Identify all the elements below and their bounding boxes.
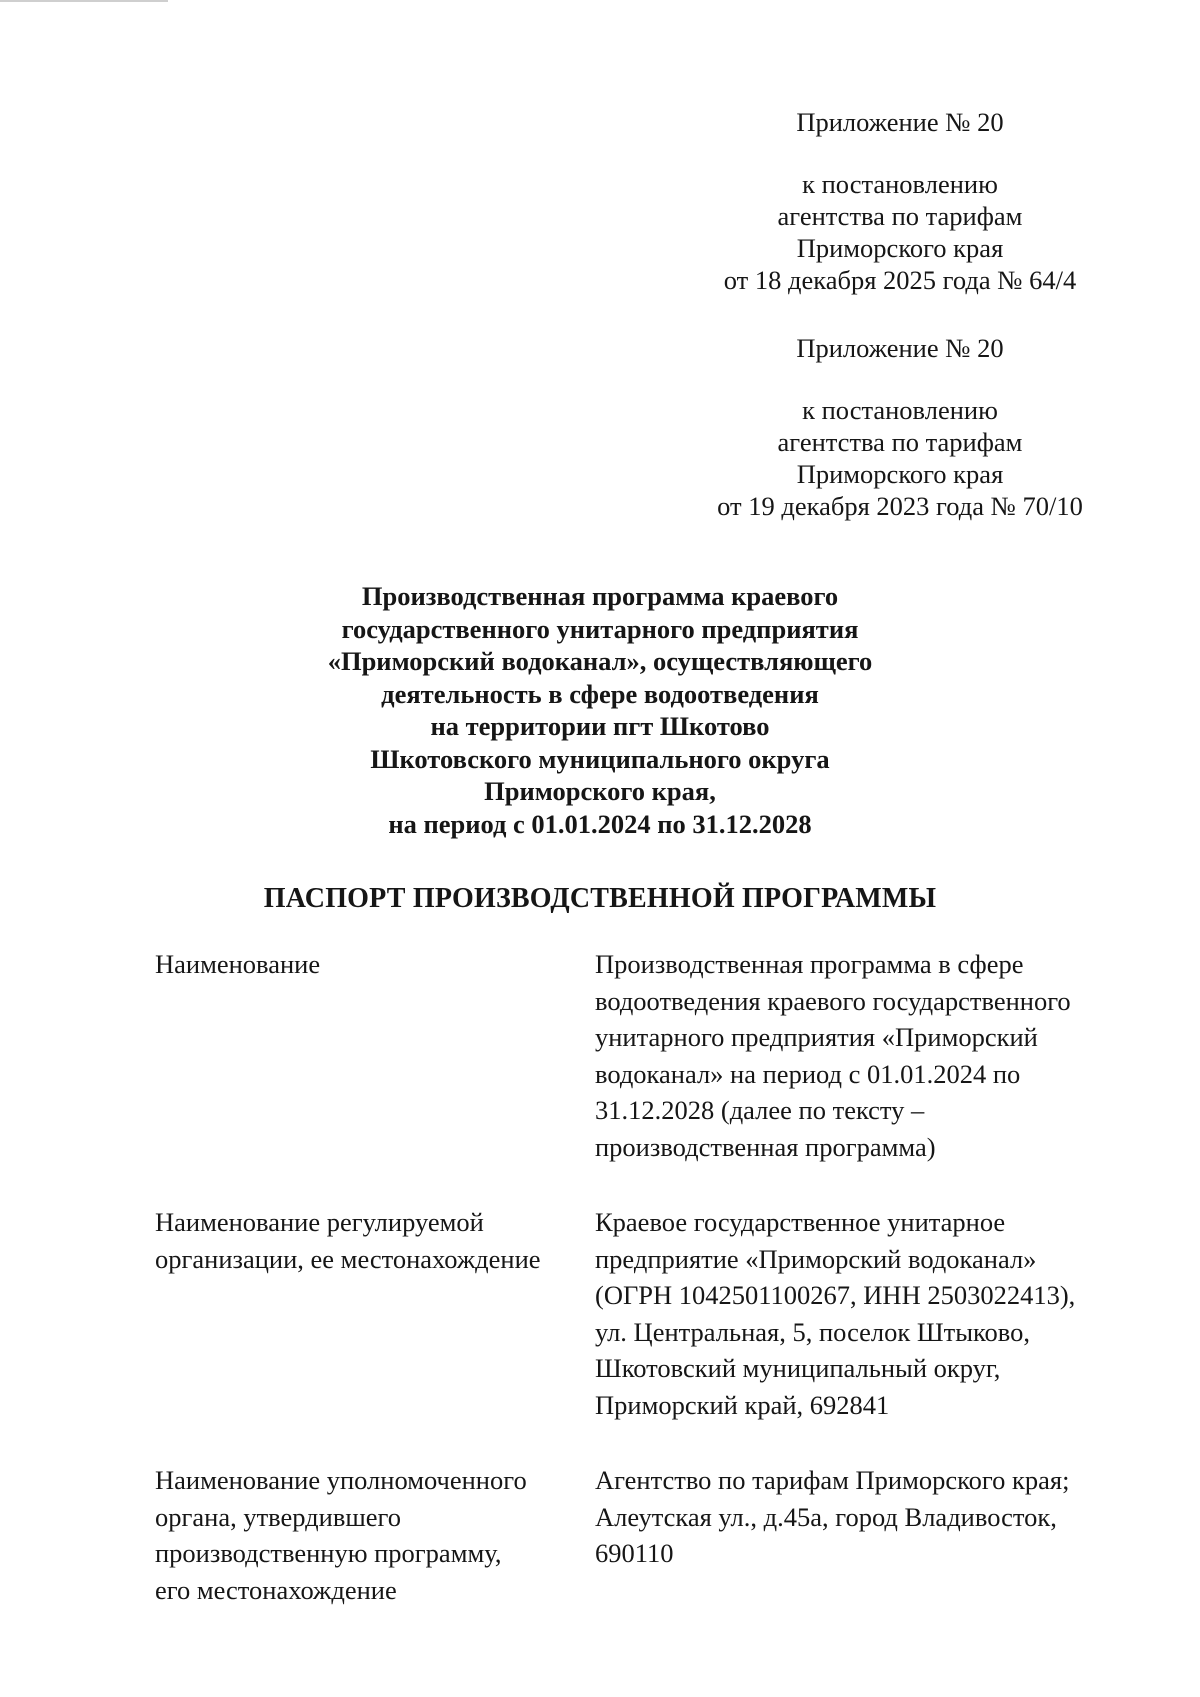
attachment-previous-line: агентства по тарифам xyxy=(777,427,1023,457)
scan-edge-mark xyxy=(0,0,168,2)
passport-value-line: водоотведения краевого государственного xyxy=(595,985,1071,1016)
program-title-line: Приморского края, xyxy=(484,776,716,806)
passport-label-line: его местонахождение xyxy=(155,1574,397,1605)
passport-value-line: 690110 xyxy=(595,1538,674,1568)
program-title-line: на территории пгт Шкотово xyxy=(430,711,770,741)
passport-heading: ПАСПОРТ ПРОИЗВОДСТВЕННОЙ ПРОГРАММЫ xyxy=(263,883,937,914)
passport-value-line: производственная программа) xyxy=(595,1131,936,1162)
passport-value-line: предприятие «Приморский водоканал» xyxy=(595,1243,1037,1274)
passport-value-line: унитарного предприятия «Приморский xyxy=(595,1022,1038,1052)
passport-value-line: ул. Центральная, 5, поселок Штыково, xyxy=(595,1316,1030,1347)
attachment-current-block xyxy=(650,106,1150,296)
attachment-current-line: Приморского края xyxy=(796,233,1004,263)
passport-label-line: органа, утвердившего xyxy=(155,1501,401,1532)
attachment-current-line: к постановлению xyxy=(802,169,998,199)
attachment-current-line: агентства по тарифам xyxy=(777,201,1023,231)
attachment-previous-line: Приморского края xyxy=(796,459,1004,489)
passport-row-value xyxy=(595,1462,1115,1572)
passport-row-label xyxy=(155,1204,585,1277)
passport-value-line: Алеутская ул., д.45а, город Владивосток, xyxy=(595,1501,1057,1532)
attachment-previous-heading: Приложение № 20 xyxy=(796,333,1004,363)
attachment-current-line: от 18 декабря 2025 года № 64/4 xyxy=(723,265,1077,295)
passport-value-line: Шкотовский муниципальный округ, xyxy=(595,1353,1001,1383)
attachment-current-heading: Приложение № 20 xyxy=(796,107,1004,137)
passport-value-line: 31.12.2028 (далее по тексту – xyxy=(595,1095,925,1125)
passport-row-value xyxy=(595,1204,1115,1423)
program-title-line: государственного унитарного предприятия xyxy=(341,613,859,644)
attachment-previous-block xyxy=(650,332,1150,522)
passport-value-line: (ОГРН 1042501100267, ИНН 2503022413), xyxy=(595,1280,1076,1310)
program-title-line: деятельность в сфере водоотведения xyxy=(381,678,819,709)
passport-row-value xyxy=(595,946,1115,1165)
passport-label-line: Наименование xyxy=(155,949,321,979)
passport-label-line: организации, ее местонахождение xyxy=(155,1243,541,1274)
passport-row-label xyxy=(155,1462,585,1608)
attachment-previous-line: к постановлению xyxy=(802,395,998,425)
passport-row-label xyxy=(155,946,585,983)
program-title-line: «Приморский водоканал», осуществляющего xyxy=(327,646,873,676)
passport-label-line: Наименование уполномоченного xyxy=(155,1465,527,1495)
passport-value-line: водоканал» на период с 01.01.2024 по xyxy=(595,1058,1021,1089)
program-title xyxy=(250,580,950,840)
program-title-line: Производственная программа краевого xyxy=(361,581,839,611)
program-title-line: Шкотовского муниципального округа xyxy=(370,743,830,774)
passport-value-line: Приморский край, 692841 xyxy=(595,1389,890,1420)
passport-label-line: производственную программу, xyxy=(155,1538,502,1568)
attachment-previous-line: от 19 декабря 2023 года № 70/10 xyxy=(717,491,1083,521)
passport-label-line: Наименование регулируемой xyxy=(155,1207,484,1237)
passport-value-line: Краевое государственное унитарное xyxy=(595,1207,1006,1237)
passport-value-line: Агентство по тарифам Приморского края; xyxy=(595,1465,1070,1495)
program-title-line: на период с 01.01.2024 по 31.12.2028 xyxy=(388,808,812,839)
passport-value-line: Производственная программа в сфере xyxy=(595,949,1024,979)
